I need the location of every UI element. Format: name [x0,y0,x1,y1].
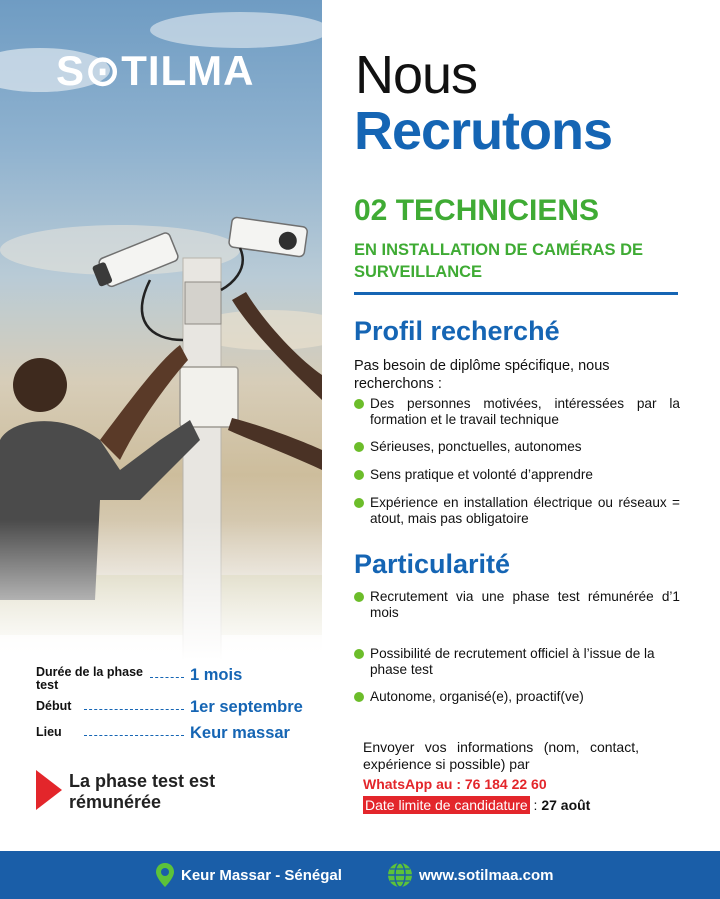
bullet-icon [354,649,364,659]
divider [354,292,678,295]
list-item: Expérience en installation électrique ou réseaux = atout, mais pas obligatoire [354,495,680,527]
position-count-title: 02 TECHNICIENS [354,194,600,227]
detail-value-start: 1er septembre [190,698,303,716]
bullet-icon [354,399,364,409]
footer-website[interactable] [387,851,553,899]
apply-instructions: Envoyer vos informations (nom, contact, expérience si possible) par [363,739,639,772]
brand-logo: S⊙TILMA [56,47,255,94]
footer-location-text: Keur Massar - Sénégal [181,866,342,884]
profile-heading: Profil recherché [354,316,560,346]
detail-value-duration: 1 mois [190,666,243,684]
deadline-value: 27 août [541,797,591,813]
globe-icon [387,862,413,888]
footer [0,851,720,899]
list-item: Des personnes motivées, intéressées par la formation et le travail technique [354,396,680,428]
particularity-heading: Particularité [354,549,511,579]
detail-dashes [84,709,184,710]
detail-dashes [150,677,184,678]
detail-value-location: Keur massar [190,724,290,742]
photo-fade [0,520,322,660]
phase-note: La phase test est rémunérée [69,771,216,812]
list-item: Possibilité de recrutement officiel à l’issue de la phase test [354,646,680,678]
detail-label-location: Lieu [36,725,62,739]
hero-photo [0,0,322,660]
detail-label-duration: Durée de la phase test [36,665,143,692]
profile-intro: Pas besoin de diplôme spécifique, nous recherchons : [354,358,610,392]
headline-line-2: Recrutons [354,101,613,161]
list-item: Sérieuses, ponctuelles, autonomes [354,439,680,455]
deadline [363,797,590,813]
headline-line-1: Nous [355,45,478,105]
bullet-icon [354,592,364,602]
position-subtitle: EN INSTALLATION DE CAMÉRAS DE SURVEILLANCE [354,241,644,281]
bullet-icon [354,692,364,702]
bullet-icon [354,442,364,452]
profile-list [354,396,680,527]
list-item: Recrutement via une phase test rémunérée d’1 mois [354,589,680,621]
bullet-icon [354,470,364,480]
map-pin-icon [155,862,175,888]
arrow-icon [36,770,62,810]
detail-dashes [84,735,184,736]
particularity-list [354,589,680,705]
detail-label-start: Début [36,699,72,713]
list-item: Sens pratique et volonté d’apprendre [354,467,680,483]
whatsapp-number[interactable]: WhatsApp au : 76 184 22 60 [363,776,547,792]
footer-location [155,851,342,899]
list-item: Autonome, organisé(e), proactif(ve) [354,689,680,705]
footer-website-link[interactable]: www.sotilmaa.com [419,866,554,884]
deadline-separator: : [529,797,542,813]
bullet-icon [354,498,364,508]
deadline-label: Date limite de candidature [365,797,528,813]
